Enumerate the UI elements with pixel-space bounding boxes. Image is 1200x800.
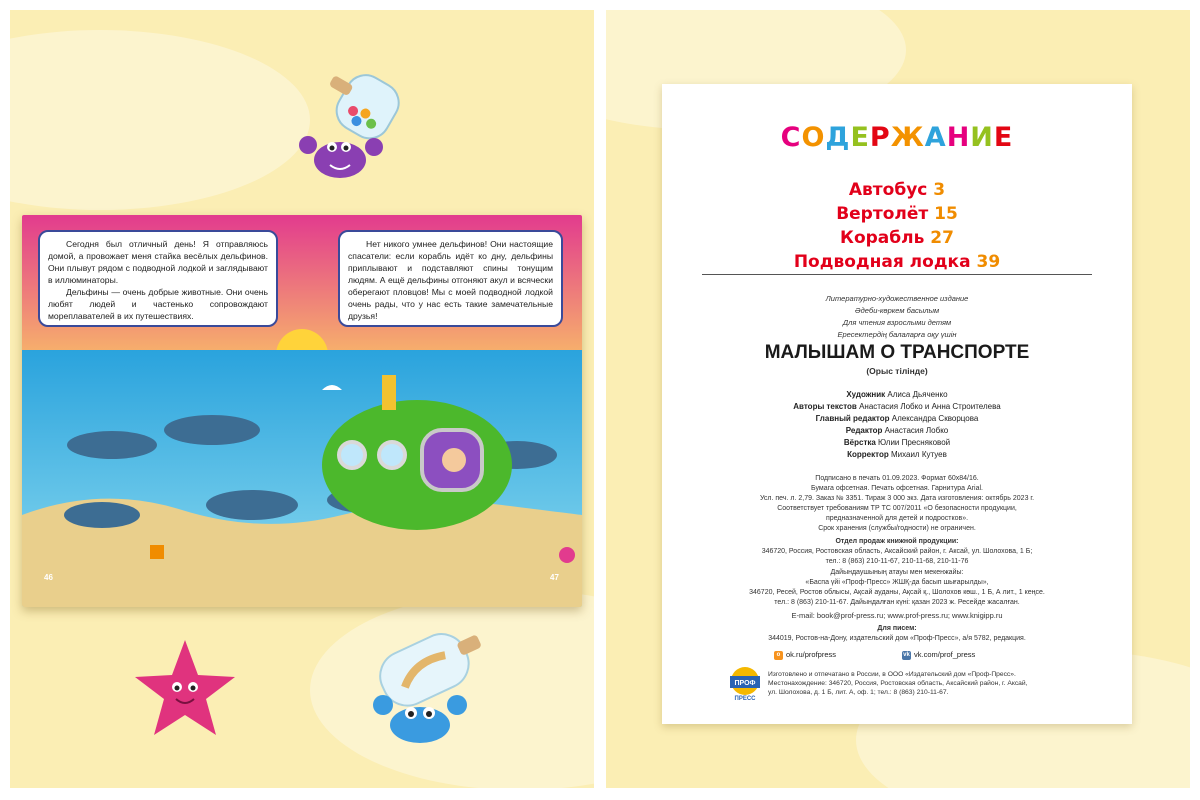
letters-heading: Для писем: [877,625,917,632]
toc-item [662,180,1132,200]
toc-page: 39 [976,252,1001,272]
contents-title [662,122,1132,153]
contents-title-letter: С [780,122,802,153]
right-panel [606,10,1190,788]
book-subtitle: (Орыс тілінде) [866,366,928,376]
letters-address: 344019, Ростов-на-Дону, издательский дом «Проф-Пресс», а/я 5782, редакция. [768,635,1026,642]
toc-page: 3 [933,180,946,200]
dolphin-illustration [64,502,140,528]
paragraph: Дельфины — очень добрые животные. Они очень любят людей и частенько сопровождают мореплавателей в их путешествиях. [48,287,268,321]
toc-page: 27 [930,228,954,248]
crab-bottle-illustration [355,625,505,755]
contents-title-letter: О [801,122,826,153]
dolphin-illustration [206,490,298,520]
credit-line: Корректор Михаил Кутуев [847,450,947,459]
story-text-right [338,230,563,327]
crab-bottle-illustration [290,65,420,195]
kz-line: 346720, Ресей, Ростов облысы, Ақсай ауданы, Ақсай қ., Шолохов көш., 1 Б, А лит., 1 кеңсе. [749,589,1045,596]
vk-link-text: vk.com/prof_press [914,650,976,659]
contents-title-letter: Е [850,122,870,153]
starfish-illustration [150,545,164,559]
contents-title-letter: Ж [890,122,925,153]
toc-label: Вертолёт [836,204,929,224]
publisher-logo [728,666,762,702]
toc-item [662,204,1132,224]
kz-heading: Дайындаушының атауы мен мекенжайы: [830,569,964,576]
odnoklassniki-icon: o [774,651,783,660]
contact-email[interactable]: E-mail: book@prof-press.ru; www.prof-press.ru; www.knigipp.ru [791,611,1003,620]
toc-label: Автобус [848,180,928,200]
toc-label: Корабль [840,228,925,248]
credit-line: Авторы текстов Анастасия Лобко и Анна Строителева [793,402,1001,411]
svg-text:ПРЕСС: ПРЕСС [734,696,756,702]
contents-title-letter: Р [869,122,891,153]
kz-line: тел.: 8 (863) 210-11-67. Дайындалған күні: қазан 2023 ж. Ресейде жасалған. [774,599,1020,606]
ok-link-text: ok.ru/profpress [786,650,837,659]
dolphin-illustration [67,431,157,459]
paragraph: Сегодня был отличный день! Я отправляюсь домой, а провожает меня стайка весёлых дельфинов. Они плывут рядом с подводной лодкой и заглядывают в иллюминаторы. [48,239,268,285]
toc-page: 15 [934,204,958,224]
print-info-line: Соответствует требованиям ТР ТС 007/2011 «О безопасности продукции, [777,505,1017,512]
contents-title-letter: И [970,122,994,153]
contents-title-letter: А [924,122,947,153]
toc-item [662,228,1132,248]
ok-link[interactable] [774,650,836,660]
credit-line: Вёрстка Юлии Пресняковой [843,438,951,447]
starfish-character-illustration [130,635,240,745]
credit-line: Художник Алиса Дьяченко [846,390,948,399]
toc-label: Подводная лодка [793,252,971,272]
book-spread [22,215,582,607]
background-wave [10,30,310,210]
left-panel [10,10,594,788]
vk-icon: vk [903,651,910,658]
contents-title-letter: Е [993,122,1014,153]
book-title: МАЛЫШАМ О ТРАНСПОРТЕ [764,342,1030,363]
print-info-line: Срок хранения (службы/годности) не ограничен. [818,525,976,532]
credit-line: Главный редактор Александра Скворцова [815,414,979,423]
contents-title-letter: Н [946,122,971,153]
svg-text:ПРОФ: ПРОФ [734,680,756,687]
dolphin-illustration [164,415,260,445]
print-info-line: Усл. печ. л. 2,79. Заказ № 3351. Тираж 3 000 экз. Дата изготовления: октябрь 2023 г. [759,495,1035,502]
story-text-left [38,230,278,327]
credit-line: Редактор Анастасия Лобко [845,426,949,435]
imprint-line: Литературно-художественное издание [825,294,969,303]
print-info-line: Бумага офсетная. Печать офсетная. Гарнитура Arial. [811,485,983,492]
footer-line: ул. Шолохова, д. 1 Б, лит. А, оф. 1; тел.: 8 (863) 210-11-67. [768,689,949,696]
paragraph: Нет никого умнее дельфинов! Они настоящие спасатели: если корабль идёт ко дну, дельфины приплывают и подставляют спины тонущим людям. А ещё дельфины отгоняют акул и всячески оберегают пловцов! Мы с моей подводной лодкой очень рады, что у нас есть такие замечательные друзья! [348,239,553,321]
toc-item [662,252,1132,272]
kz-line: «Баспа үйі «Проф-Пресс» ЖШҚ-да басып шығарылды», [805,579,989,586]
sales-phones: тел.: 8 (863) 210-11-67, 210-11-68, 210-11-76 [825,558,969,565]
divider [702,274,1092,275]
contents-title-letter: Д [825,122,851,153]
imprint-line: Для чтения взрослыми детям [842,318,952,327]
sales-address: 346720, Россия, Ростовская область, Аксайский район, г. Аксай, ул. Шолохова, 1 Б; [761,548,1033,555]
imprint-line: Ересектердің балаларға оқу үшін [837,330,957,339]
print-info-line: предназначенной для детей и подростков». [825,515,969,522]
page-number-right: 47 [550,573,559,582]
page-number-left: 46 [44,573,53,582]
footer-line: Местонахождение: 346720, Россия, Ростовская область, Аксайский район, г. Аксай, [768,680,1028,687]
footer-text [768,670,1108,697]
print-info-line: Подписано в печать 01.09.2023. Формат 60x84/16. [815,475,979,482]
contents-page [662,84,1132,724]
vk-link[interactable] [902,650,975,660]
imprint-line: Әдеби-көркем басылым [854,306,940,315]
sales-heading: Отдел продаж книжной продукции: [835,538,959,545]
footer-line: Изготовлено и отпечатано в России, в ООО «Издательский дом «Проф-Пресс». [768,671,1016,678]
